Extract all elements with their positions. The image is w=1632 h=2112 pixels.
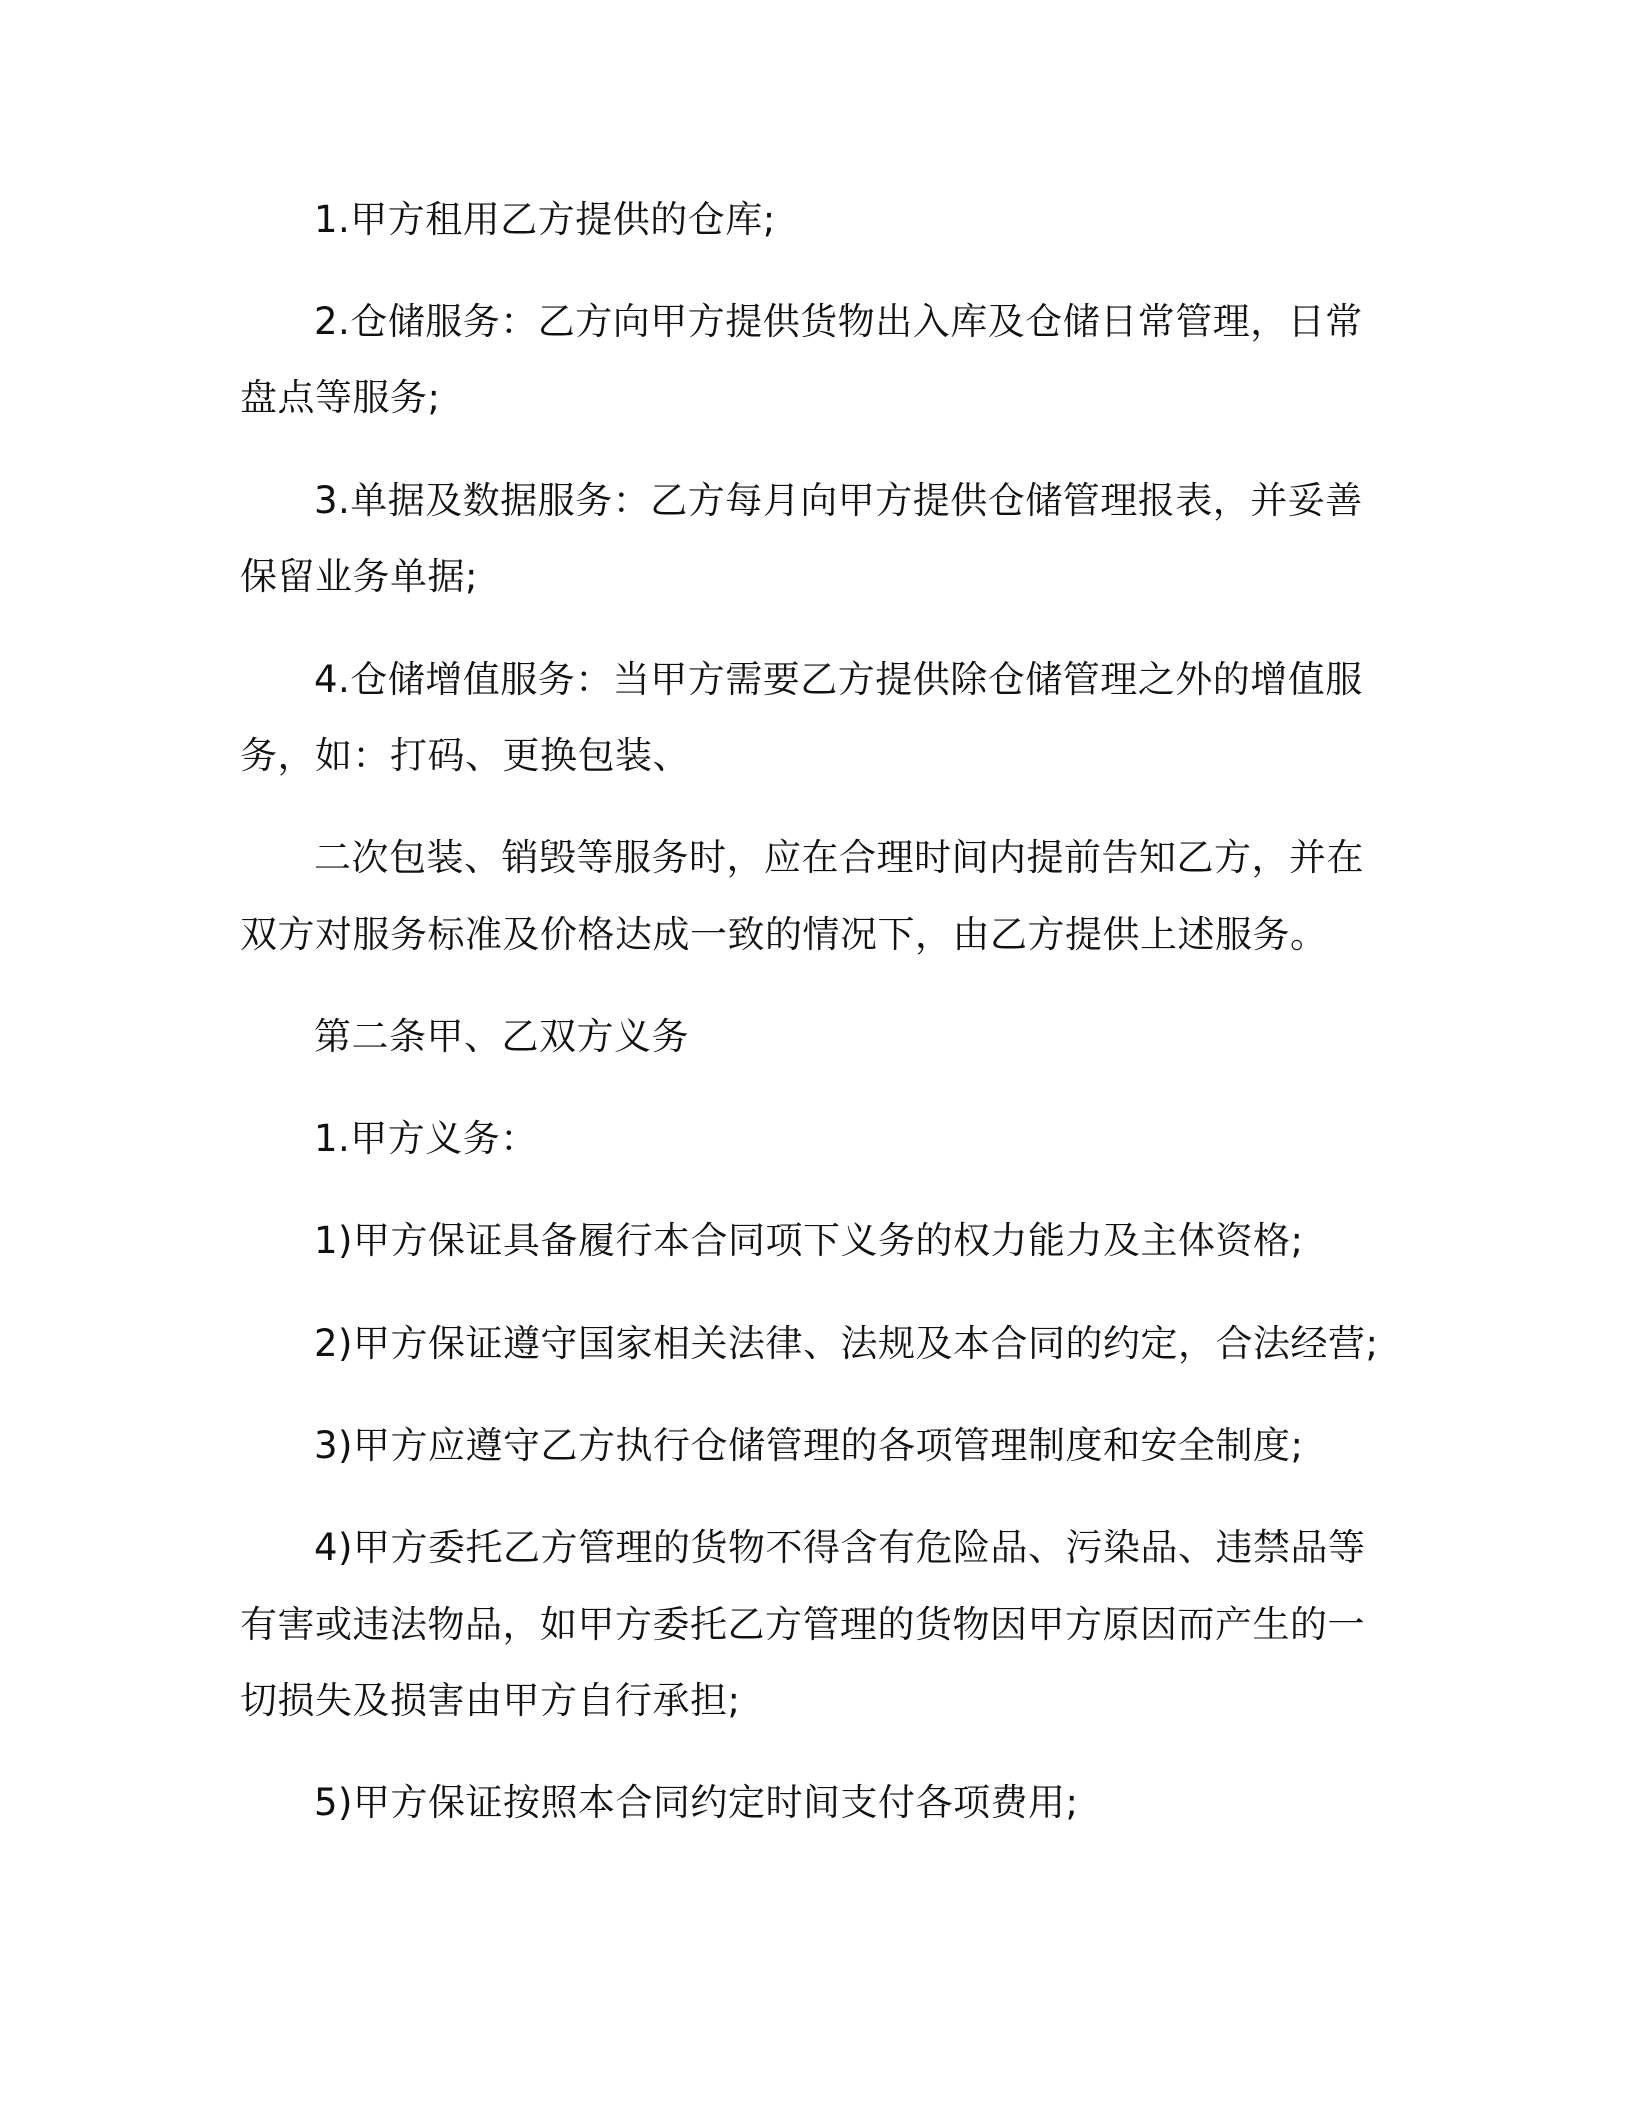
paragraph-line: 1.甲方义务： [314, 1117, 538, 1160]
paragraph-line: 2)甲方保证遵守国家相关法律、法规及本合同的约定，合法经营; [314, 1322, 1379, 1365]
section-heading: 第二条甲、乙双方义务 [314, 1015, 689, 1058]
paragraph-line: 2.仓储服务：乙方向甲方提供货物出入库及仓储日常管理，日常 [314, 300, 1363, 343]
paragraph-line: 保留业务单据; [240, 555, 478, 598]
paragraph-line: 双方对服务标准及价格达成一致的情况下，由乙方提供上述服务。 [240, 913, 1328, 956]
paragraph-line: 盘点等服务; [240, 376, 441, 419]
paragraph-line: 4.仓储增值服务：当甲方需要乙方提供除仓储管理之外的增值服 [314, 658, 1363, 701]
paragraph-line: 1.甲方租用乙方提供的仓库; [314, 198, 776, 241]
paragraph-line: 5)甲方保证按照本合同约定时间支付各项费用; [314, 1781, 1079, 1824]
paragraph-line: 1)甲方保证具备履行本合同项下义务的权力能力及主体资格; [314, 1219, 1304, 1262]
paragraph-line: 4)甲方委托乙方管理的货物不得含有危险品、污染品、违禁品等 [314, 1526, 1366, 1569]
paragraph-line: 3)甲方应遵守乙方执行仓储管理的各项管理制度和安全制度; [314, 1424, 1304, 1467]
paragraph-line: 有害或违法物品，如甲方委托乙方管理的货物因甲方原因而产生的一 [240, 1603, 1365, 1646]
paragraph-line: 3.单据及数据服务：乙方每月向甲方提供仓储管理报表，并妥善 [314, 479, 1363, 522]
paragraph-line: 切损失及损害由甲方自行承担; [240, 1679, 741, 1722]
paragraph-line: 二次包装、销毁等服务时，应在合理时间内提前告知乙方，并在 [314, 836, 1364, 879]
paragraph-line: 务，如：打码、更换包装、 [240, 734, 690, 777]
